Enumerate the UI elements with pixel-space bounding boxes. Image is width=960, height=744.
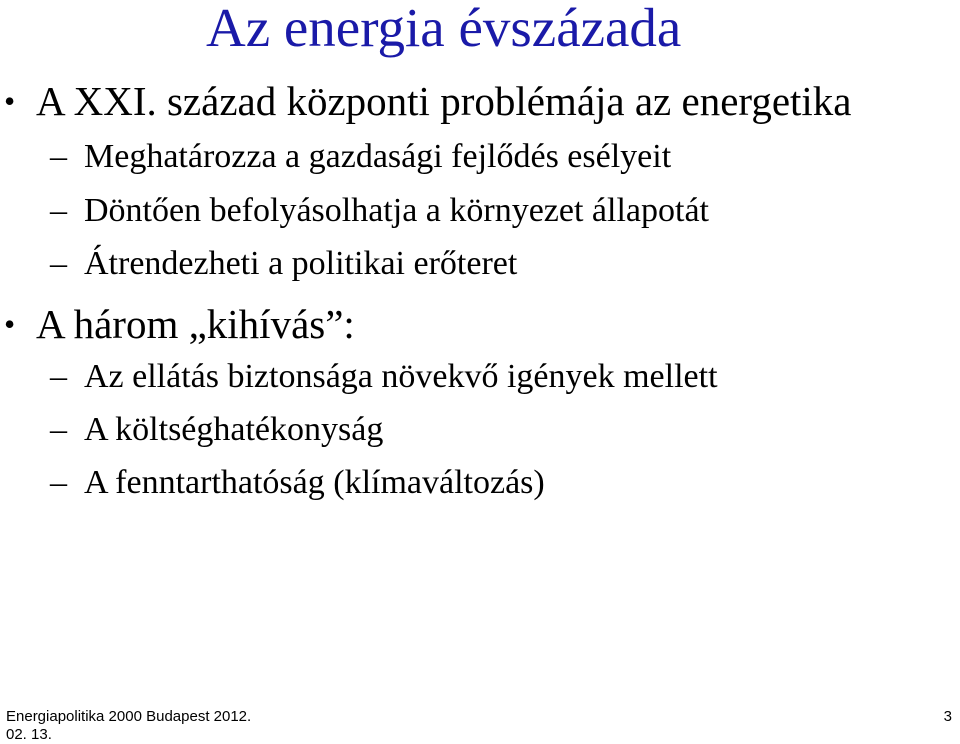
dash-icon: – [50, 411, 67, 448]
sub-item-environment [50, 191, 709, 231]
page-number: 3 [943, 708, 952, 725]
sub-item-text: Átrendezheti a politikai erőteret [84, 245, 518, 282]
bullet-text: A három „kihívás”: [36, 301, 355, 347]
dash-icon: – [50, 245, 67, 282]
dash-icon: – [50, 138, 67, 175]
dash-icon: – [50, 464, 67, 501]
sub-item-economic-development [50, 137, 671, 177]
bullet-text: A XXI. század központi problémája az energetika [36, 78, 852, 124]
footer-text: Energiapolitika 2000 Budapest 2012. 02. 13. [6, 708, 252, 743]
sub-item-text: A fenntarthatóság (klímaváltozás) [84, 464, 545, 501]
bullet-icon: • [4, 83, 16, 119]
sub-item-text: Döntően befolyásolhatja a környezet állapotát [84, 192, 709, 229]
sub-item-text: Az ellátás biztonsága növekvő igények mellett [84, 358, 718, 395]
dash-icon: – [50, 358, 67, 395]
bullet-icon: • [4, 306, 16, 342]
sub-item-supply-security [50, 357, 718, 397]
bullet-item-three-challenges [4, 300, 355, 348]
bullet-item-energy-problem [4, 77, 852, 125]
sub-item-text: Meghatározza a gazdasági fejlődés esélyeit [84, 138, 672, 175]
sub-item-sustainability [50, 463, 545, 503]
sub-item-cost-efficiency [50, 410, 383, 450]
slide-title: Az energia évszázada [206, 0, 682, 58]
dash-icon: – [50, 192, 67, 229]
sub-item-text: A költséghatékonyság [84, 411, 384, 448]
sub-item-political-forces [50, 244, 517, 284]
